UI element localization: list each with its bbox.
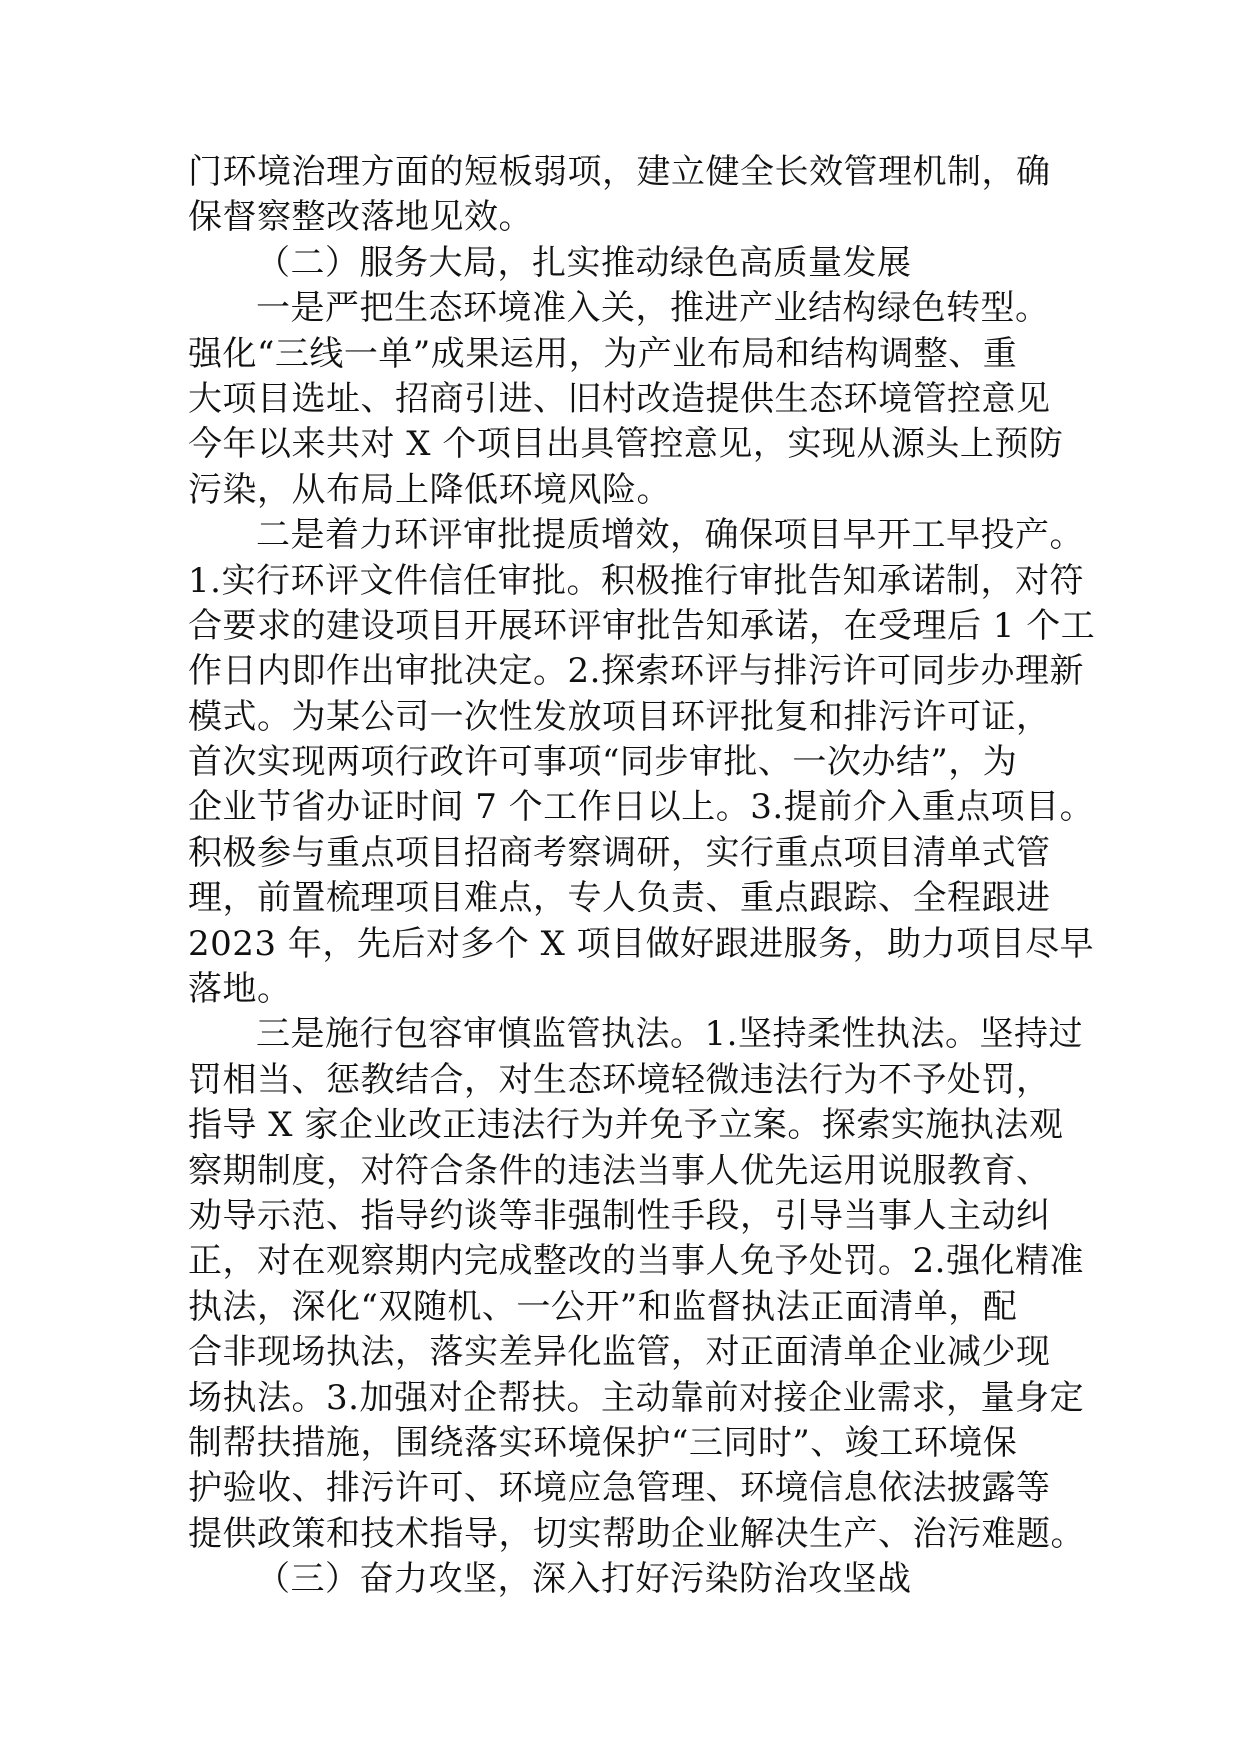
text-line: 场执法。3.加强对企帮扶。主动靠前对接企业需求，量身定	[188, 1377, 1084, 1418]
text-line: 强化“三线一单”成果运用，为产业布局和结构调整、重	[188, 333, 1018, 374]
text-line: 正，对在观察期内完成整改的当事人免予处罚。2.强化精准	[188, 1241, 1084, 1282]
text-line: 二是着力环评审批提质增效，确保项目早开工早投产。	[256, 515, 1084, 556]
document-body	[188, 150, 1096, 1603]
text-line: 一是严把生态环境准入关，推进产业结构绿色转型。	[256, 288, 1050, 329]
text-line: 门环境治理方面的短板弱项，建立健全长效管理机制，确	[188, 152, 1051, 192]
text-line: 护验收、排污许可、环境应急管理、环境信息依法披露等	[188, 1468, 1051, 1509]
text-line: 合要求的建设项目开展环评审批告知承诺，在受理后 1 个工	[188, 605, 1096, 646]
text-line: 2023 年，先后对多个 X 项目做好跟进服务，助力项目尽早	[188, 923, 1095, 964]
text-line: 作日内即作出审批决定。2.探索环评与排污许可同步办理新	[188, 651, 1084, 692]
text-line: 1.实行环评文件信任审批。积极推行审批告知承诺制，对符	[188, 560, 1084, 601]
text-line: 积极参与重点项目招商考察调研，实行重点项目清单式管	[188, 832, 1051, 873]
text-line: 合非现场执法，落实差异化监管，对正面清单企业减少现	[188, 1332, 1051, 1373]
text-line: 污染，从布局上降低环境风险。	[188, 469, 671, 510]
text-line: 大项目选址、招商引进、旧村改造提供生态环境管控意见	[188, 378, 1051, 419]
text-line: （三）奋力攻坚，深入打好污染防治攻坚战	[256, 1559, 912, 1600]
text-line: 劝导示范、指导约谈等非强制性手段，引导当事人主动纠	[188, 1195, 1051, 1236]
text-line: 理，前置梳理项目难点，专人负责、重点跟踪、全程跟进	[188, 878, 1051, 919]
text-line: 保督察整改落地见效。	[188, 197, 533, 238]
text-line: 提供政策和技术指导，切实帮助企业解决生产、治污难题。	[188, 1513, 1085, 1554]
text-line: （二）服务大局，扎实推动绿色高质量发展	[256, 242, 912, 283]
text-line: 罚相当、惩教结合，对生态环境轻微违法行为不予处罚，	[188, 1059, 1051, 1100]
text-line: 企业节省办证时间 7 个工作日以上。3.提前介入重点项目。	[188, 787, 1095, 828]
text-line: 执法，深化“双随机、一公开”和监督执法正面清单，配	[188, 1286, 1018, 1327]
text-line: 首次实现两项行政许可事项“同步审批、一次办结”，为	[188, 742, 1018, 783]
text-line: 察期制度，对符合条件的违法当事人优先运用说服教育、	[188, 1150, 1051, 1191]
text-line: 今年以来共对 X 个项目出具管控意见，实现从源头上预防	[188, 424, 1064, 465]
text-line: 三是施行包容审慎监管执法。1.坚持柔性执法。坚持过	[256, 1014, 1083, 1055]
text-line: 模式。为某公司一次性发放项目环评批复和排污许可证，	[188, 696, 1051, 737]
text-line: 制帮扶措施，围绕落实环境保护“三同时”、竣工环境保	[188, 1422, 1018, 1463]
text-line: 落地。	[188, 969, 292, 1010]
text-line: 指导 X 家企业改正违法行为并免予立案。探索实施执法观	[188, 1105, 1064, 1146]
